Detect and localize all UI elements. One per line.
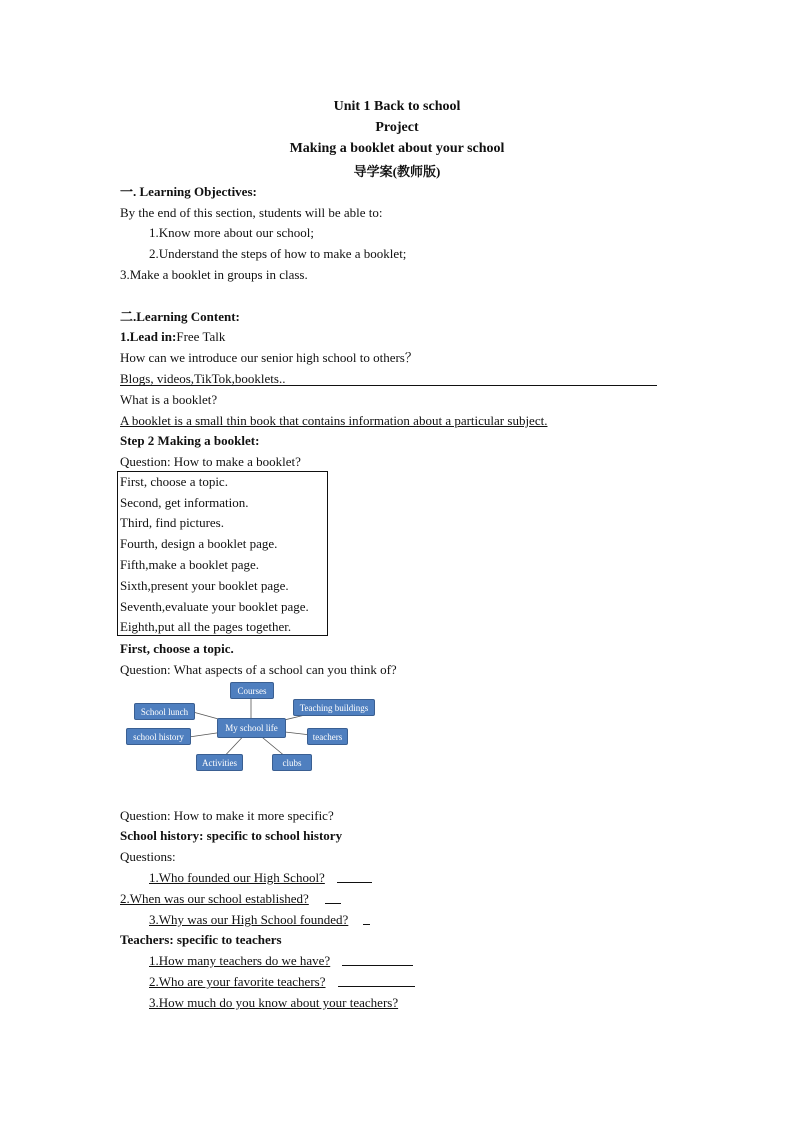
question-introduce: How can we introduce our senior high school to others？ — [120, 350, 418, 365]
question-booklet: What is a booklet? — [120, 392, 218, 407]
step-item: Third, find pictures. — [120, 515, 224, 530]
step-item: Fifth,make a booklet page. — [120, 557, 259, 572]
mindmap-node-clubs: clubs — [272, 754, 312, 771]
mindmap-node-teaching-buildings: Teaching buildings — [293, 699, 375, 716]
question-specific: Question: How to make it more specific? — [120, 808, 334, 823]
question-aspects: Question: What aspects of a school can you think of? — [120, 662, 397, 677]
answer-blank — [363, 924, 370, 925]
history-heading: School history: specific to school history — [120, 828, 343, 843]
questions-label: Questions: — [120, 849, 176, 864]
topic-title: Making a booklet about your school — [289, 141, 505, 156]
unit-title: Unit 1 Back to school — [333, 99, 461, 114]
step-item: Eighth,put all the pages together. — [120, 619, 292, 634]
step2-heading: Step 2 Making a booklet: — [120, 433, 260, 448]
subtitle: 导学案(教师版) — [353, 164, 441, 179]
mindmap-node-activities: Activities — [196, 754, 243, 771]
answer-booklet: A booklet is a small thin book that contains information about a particular subject. — [120, 413, 548, 428]
step-item: First, choose a topic. — [120, 474, 228, 489]
answer-blank — [342, 965, 413, 966]
objectives-heading: 一. Learning Objectives: — [120, 184, 257, 199]
mindmap-node-courses: Courses — [230, 682, 274, 699]
section-title: Project — [375, 120, 419, 135]
step-item: Seventh,evaluate your booklet page. — [120, 599, 309, 614]
answer-blank — [338, 986, 415, 987]
teacher-question: 1.How many teachers do we have? — [149, 953, 331, 968]
step-item: Second, get information. — [120, 495, 249, 510]
mindmap-node-teachers: teachers — [307, 728, 348, 745]
first-step-heading: First, choose a topic. — [120, 641, 234, 656]
teacher-question: 2.Who are your favorite teachers? — [149, 974, 326, 989]
mindmap-center: My school life — [217, 718, 286, 738]
teacher-question: 3.How much do you know about your teachers? — [149, 995, 399, 1010]
objective-item: 2.Understand the steps of how to make a booklet; — [149, 246, 407, 261]
objectives-intro: By the end of this section, students will be able to: — [120, 205, 383, 220]
answer-blank — [337, 882, 372, 883]
mindmap-node-school-lunch: School lunch — [134, 703, 195, 720]
teachers-heading: Teachers: specific to teachers — [120, 932, 282, 947]
history-question: 3.Why was our High School founded? — [149, 912, 349, 927]
lead-in-text: Free Talk — [176, 329, 226, 344]
history-question: 2.When was our school established? — [120, 891, 309, 906]
step-item: Sixth,present your booklet page. — [120, 578, 289, 593]
question-how-make: Question: How to make a booklet? — [120, 454, 301, 469]
objective-item: 1.Know more about our school; — [149, 225, 315, 240]
mindmap-node-school-history: school history — [126, 728, 191, 745]
answer-blank — [325, 903, 341, 904]
content-heading: 二.Learning Content: — [120, 309, 240, 324]
lead-in-label: 1.Lead in: — [120, 329, 177, 344]
history-question: 1.Who founded our High School? — [149, 870, 325, 885]
step-item: Fourth, design a booklet page. — [120, 536, 278, 551]
objective-item: 3.Make a booklet in groups in class. — [120, 267, 308, 282]
answer-introduce: Blogs, videos,TikTok,booklets.. — [120, 371, 286, 386]
